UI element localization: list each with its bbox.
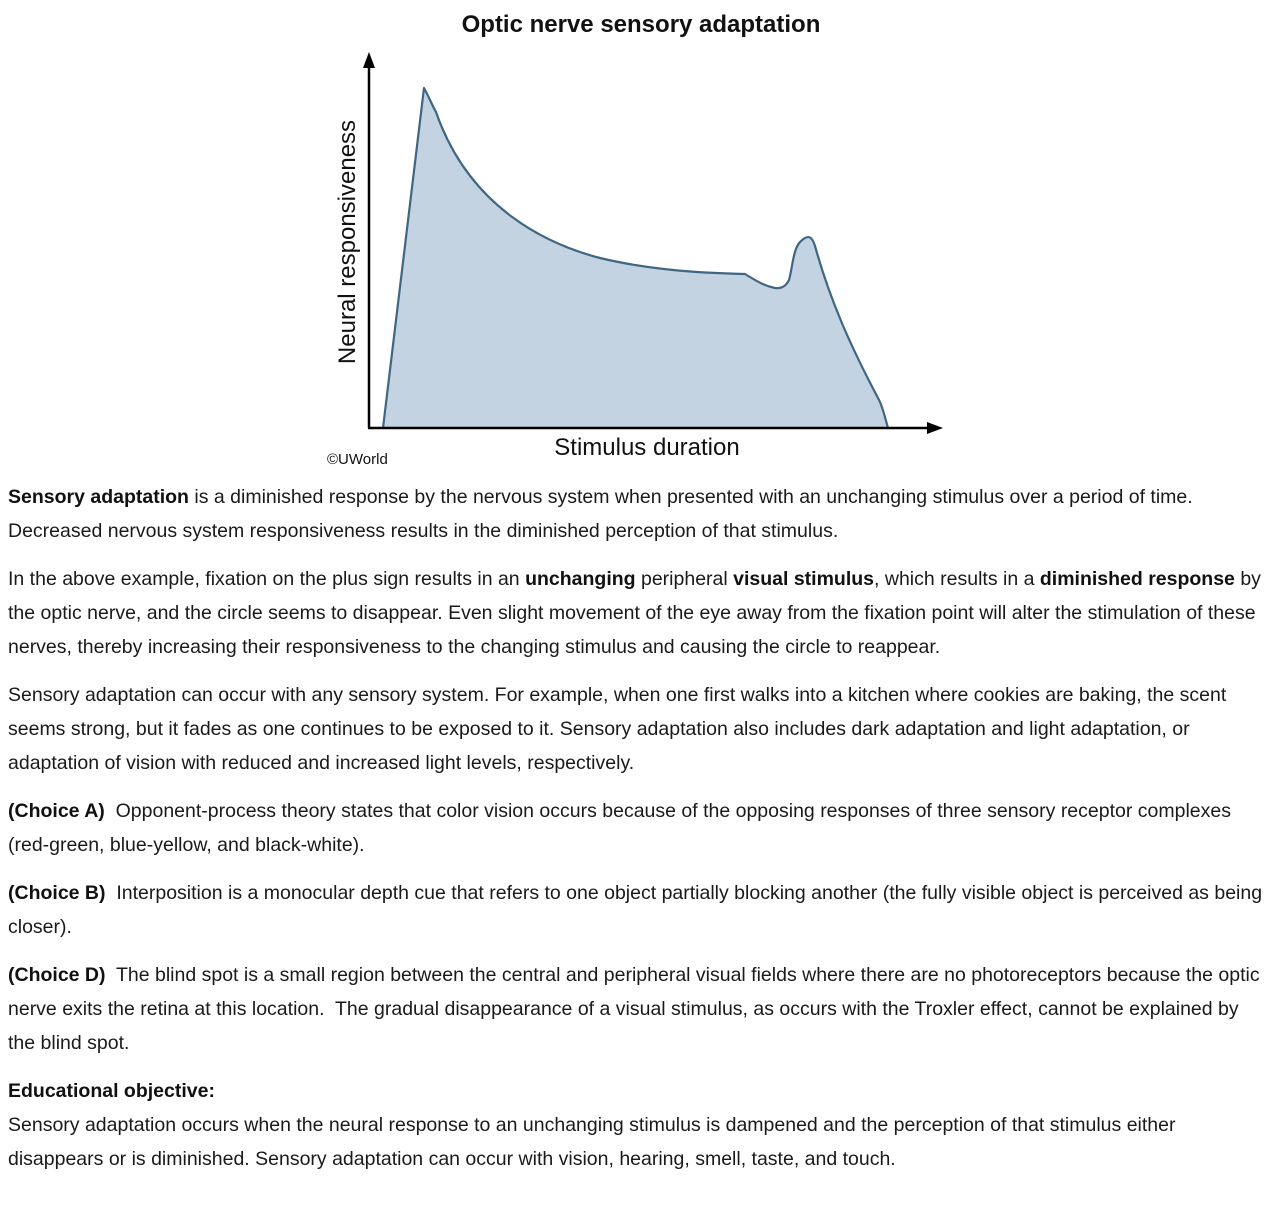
choice-b-label: (Choice B) bbox=[8, 882, 106, 904]
x-axis-arrow bbox=[927, 422, 943, 434]
paragraph-definition bbox=[8, 480, 1270, 548]
explanation-text bbox=[8, 480, 1270, 1190]
bold-term: Sensory adaptation bbox=[8, 486, 189, 508]
bold-term: visual stimulus bbox=[733, 568, 875, 590]
choice-b-text: Interposition is a monocular depth cue that refers to one object partially blocking another (the fully visible object is perceived as being closer). bbox=[8, 882, 1268, 938]
figure bbox=[0, 0, 1278, 480]
response-curve-area bbox=[383, 88, 888, 428]
y-axis-label: Neural responsiveness bbox=[334, 119, 361, 365]
objective-heading: Educational objective: bbox=[8, 1080, 215, 1102]
choice-a-label: (Choice A) bbox=[8, 800, 105, 822]
choice-d-label: (Choice D) bbox=[8, 964, 106, 986]
bold-term: unchanging bbox=[525, 568, 636, 590]
paragraph-text: is a diminished response by the nervous system when presented with an unchanging stimulus over a period of time. Decreased nervous system responsiveness results in the diminished perception of that stimulus. bbox=[8, 486, 1193, 542]
educational-objective-text: Sensory adaptation occurs when the neural response to an unchanging stimulus is dampened and the perception of that stimulus either disappears or is diminished. Sensory adaptation can occur with vision, hearing, smell, taste, and touch. bbox=[8, 1114, 1176, 1170]
educational-objective-title bbox=[8, 1074, 1270, 1108]
x-axis-label: Stimulus duration bbox=[554, 434, 740, 461]
paragraph-other-senses: Sensory adaptation can occur with any sensory system. For example, when one first walks into a kitchen where cookies are baking, the scent seems strong, but it fades as one continues to be exposed to it. Sensory adaptation also includes dark adaptation and light adaptation, or adaptation of vision with reduced and increased light levels, respectively. bbox=[8, 684, 1227, 774]
choice-a-text: Opponent-process theory states that color vision occurs because of the opposing responses of three sensory receptor complexes (red-green, blue-yellow, and black-white). bbox=[8, 800, 1237, 856]
paragraph-text: by the optic nerve, and the circle seems to disappear. Even slight movement of the eye away from the fixation point will alter the stimulation of these nerves, thereby increasing their responsiveness to the changing stimulus and causing the circle to reappear. bbox=[8, 568, 1261, 658]
figure-title: Optic nerve sensory adaptation bbox=[461, 11, 821, 38]
bold-term: diminished response bbox=[1039, 568, 1235, 590]
paragraph-text: , which results in a bbox=[874, 568, 1040, 590]
y-axis-arrow bbox=[363, 52, 375, 68]
paragraph-example bbox=[8, 562, 1270, 664]
paragraph-text: In the above example, fixation on the plus sign results in an bbox=[8, 568, 526, 590]
adaptation-figure bbox=[0, 0, 1278, 480]
copyright-label: ©UWorld bbox=[327, 451, 388, 468]
choice-d-text: The blind spot is a small region between the central and peripheral visual fields where there are no photoreceptors because the optic nerve exits the retina at this location. The gradual disappearance of a visual stimulus, as occurs with the Troxler effect, cannot be explained by the blind spot. bbox=[8, 964, 1266, 1054]
paragraph-text: peripheral bbox=[635, 568, 734, 590]
choice-d-explanation bbox=[8, 958, 1270, 1060]
choice-a-explanation bbox=[8, 794, 1270, 862]
choice-b-explanation bbox=[8, 876, 1270, 944]
